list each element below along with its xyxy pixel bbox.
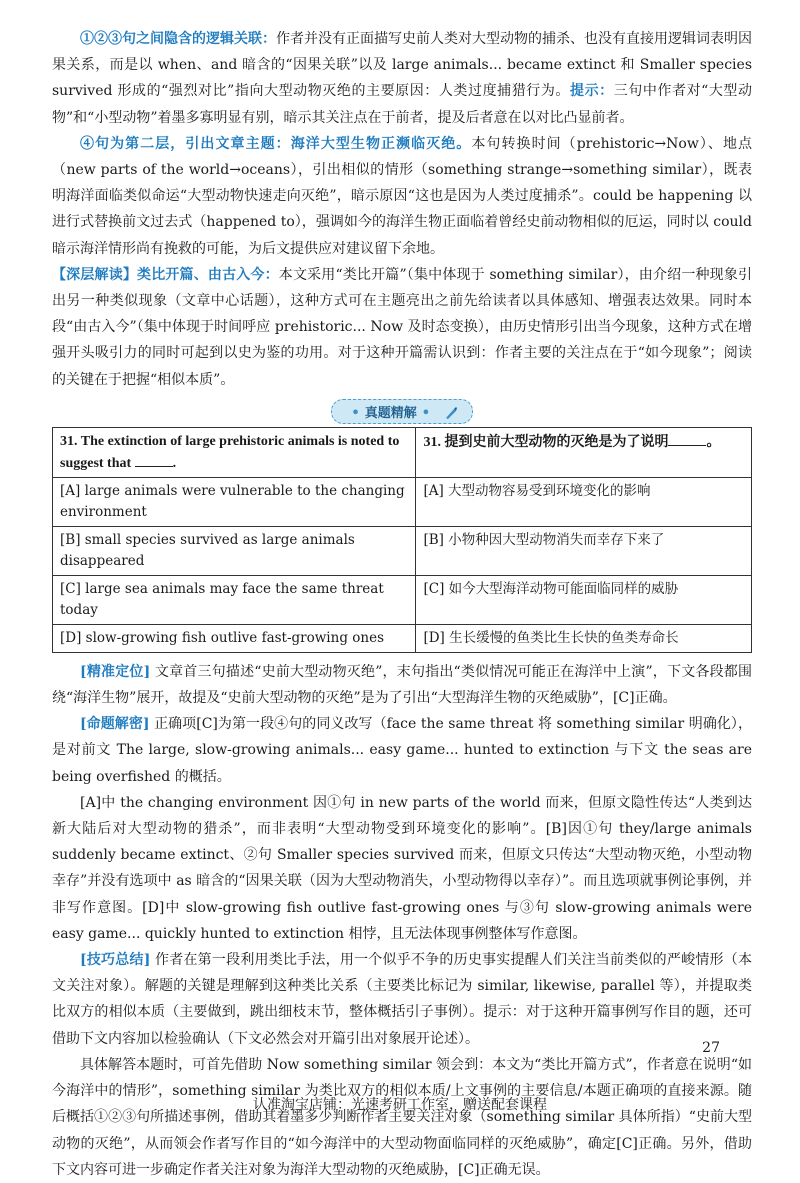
option-row [53,624,752,652]
section-banner [52,399,752,423]
option-row [53,575,752,624]
tip-label: 提示： [570,83,614,100]
section-label: ①②③句之间隐含的逻辑关联： [80,31,276,47]
paragraph-text: 正确项[C]为第一段④句的同义改写（face the same threat 将 something similar 明确化），是对前文 The large, slow-growing animals... easy game... hunted to extinction 与下文 the seas are being overfished 的概括。 [52,716,752,785]
paragraph-text: 本文采用“类比开篇”（集中体现于 something similar），由介绍一种现象引出另一种类似现象（文章中心话题），这种方式可在主题亮出之前先给读者以具体感知、增强表达效果。同时本段“由古入今”（集中体现于时间呼应 prehistoric... Now 及时态变换），由历史情形引出当今现象，这种方式在增强开头吸引力的同时可起到以史为鉴的功用。对于这种开篇需认识到：作者主要的关注点在于“如今现象”；阅读的关键在于把握“相似本质”。 [52,266,753,388]
banner-title [331,399,472,424]
precise-location-paragraph [52,659,752,711]
banner-dot: • [351,405,360,421]
analysis-paragraph-logic [52,26,752,131]
section-label: [命题解密] [80,716,150,733]
option-zh: [D] 生长缓慢的鱼类比生长快的鱼类寿命长 [416,624,752,652]
section-label: [技巧总结] [80,952,151,969]
deep-analysis-paragraph [52,262,752,393]
option-en: [B] small species survived as large animals disappeared [53,526,416,575]
option-zh: [C] 如今大型海洋动物可能面临同样的威胁 [416,575,752,624]
paragraph-text: 作者并没有正面描写史前人类对大型动物的捕杀、也没有直接用逻辑词表明因果关系，而是以 when、and 暗含的“因果关联”以及 large animals... became extinct 和 Smaller species survived 形成的“强烈对比”指向大型动物灭绝的主要原因：人类过度捕猎行为。 [52,31,752,100]
question-row [53,427,752,477]
answer-blank [668,431,706,446]
option-en: [D] slow-growing fish outlive fast-growing ones [53,624,416,652]
page-number: 27 [702,1040,720,1056]
option-en: [C] large sea animals may face the same threat today [53,575,416,624]
solution-paragraph [52,1052,752,1183]
deep-analysis-label: 【深层解读】类比开篇、由古入今： [52,266,279,283]
paragraph-text: 具体解答本题时，可首先借助 Now something similar 领会到：本文为“类比开篇方式”，作者意在说明“如今海洋中的情形”，something similar 为类比双方的相似本质/上文事例的主要信息/本题正确项的直接来源。随后概括①②③句所描述事例，借助其着墨多少判断作者主要关注对象（something similar 具体所指）“史前大型动物的灭绝”，从而领会作者写作目的“如今海洋中的大型动物面临同样的灭绝威胁”，确定[C]正确。另外，借助下文内容可进一步确定作者关注对象为海洋大型动物的灭绝威胁，[C]正确无误。 [52,1056,752,1178]
paragraph-text: 文章首三句描述“史前大型动物灭绝”，末句指出“类似情况可能正在海洋中上演”，下文各段都围绕“海洋生物”展开，故提及“史前大型动物的灭绝”是为了引出“大型海洋生物的灭绝威胁”，[C]正确。 [52,663,752,707]
answer-blank [135,452,173,467]
tip-text: 三句中作者对“大型动物”和“小型动物”着墨多寡明显有别，暗示其关注点在于前者，提及后者意在以对比凸显前者。 [52,83,753,126]
page-content [52,26,752,1183]
option-zh: [A] 大型动物容易受到环境变化的影响 [416,477,752,526]
pen-icon [444,406,458,420]
question-table [52,427,752,653]
question-zh: 31. 提到史前大型动物的灭绝是为了说明 。 [416,427,752,477]
skill-summary-paragraph [52,947,752,1052]
paragraph-text: 本句转换时间（prehistoric→Now）、地点（new parts of the world→oceans），引出相似的情形（something strange→something similar），既表明海洋面临类似命运“大型动物快速走向灭绝”，暗示原因“这也是因为人类过度捕杀”。could be happening 以进行式替换前文过去式（happened to），强调如今的海洋生物正面临着曾经史前动物相似的厄运，同时以 could 暗示海洋情形尚有挽救的可能，为后文提供应对建议留下余地。 [52,135,753,257]
option-row [53,526,752,575]
question-en: 31. The extinction of large prehistoric animals is noted to suggest that . [53,427,416,477]
banner-text: 真题精解 [364,405,417,421]
distractor-analysis-paragraph [52,790,752,947]
section-label: [精准定位] [80,663,151,680]
section-label: ④句为第二层，引出文章主题：海洋大型生物正濒临灭绝。 [80,135,472,152]
question-decode-paragraph [52,711,752,790]
analysis-paragraph-theme [52,131,752,262]
paragraph-text: [A]中 the changing environment 因①句 in new parts of the world 而来，但原文隐性传达“人类到达新大陆后对大型动物的猎杀”，而非表明“大型动物受到环境变化的影响”。[B]因①句 they/large animals suddenly became extinct、②句 Smaller species survived 而来，但原文只传达“大型动物灭绝，小型动物幸存”并没有选项中 as 暗含的“因果关联（因为大型动物消失，小型动物得以幸存）”。而且选项就事例论事例，并非写作意图。[D]中 slow-growing fish outlive fast-growing ones 与③句 slow-growing animals were easy game... quickly hunted to extinction 相悖，且无法体现事例整体写作意图。 [52,794,752,942]
option-zh: [B] 小物种因大型动物消失而幸存下来了 [416,526,752,575]
banner-dot: • [421,405,431,421]
option-row [53,477,752,526]
footer-note: 认准淘宝店铺：光速考研工作室，赠送配套课程 [253,1097,547,1113]
option-en: [A] large animals were vulnerable to the changing environment [53,477,416,526]
paragraph-text: 作者在第一段利用类比手法，用一个似乎不争的历史事实提醒人们关注当前类似的严峻情形（本文关注对象）。解题的关键是理解到这种类比关系（主要类比标记为 similar, likewise, parallel 等），并提取类比双方的相似本质（主要做到，跳出细枝末节，整体概括引子事例）。提示：对于这种开篇事例写作目的题，还可借助下文内容加以检验确认（下文必然会对开篇引出对象展开论述）。 [52,952,752,1047]
